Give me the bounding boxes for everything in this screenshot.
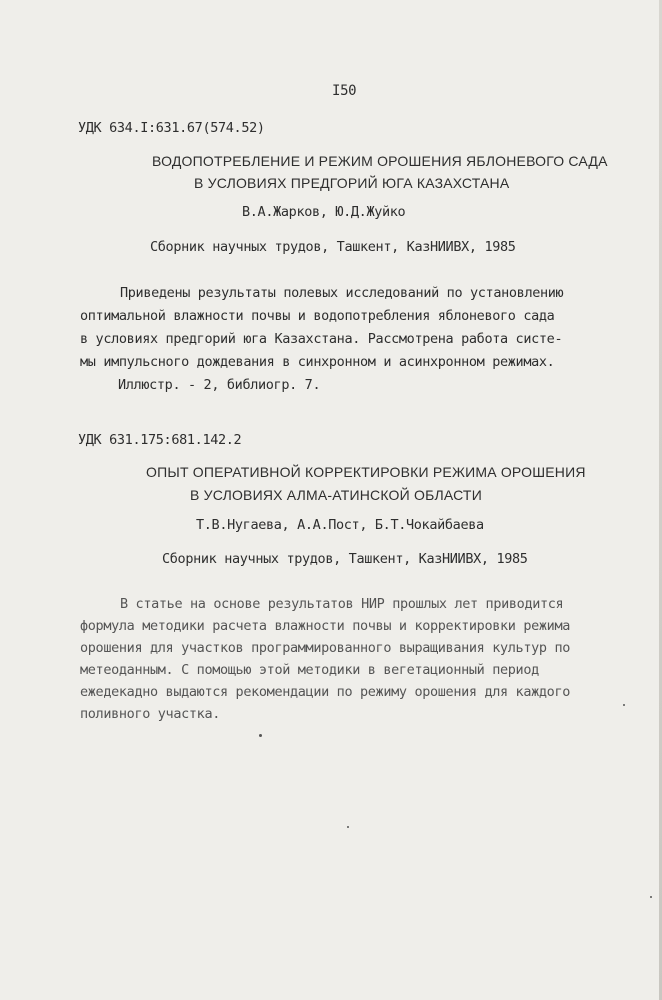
article2-abstract-line1: В статье на основе результатов НИР прошлых лет приводится (120, 596, 564, 612)
article1-abstract-line3: в условиях предгорий юга Казахстана. Рассмотрена работа систе- (80, 331, 563, 347)
article2-source: Сборник научных трудов, Ташкент, КазНИИВХ, 1985 (162, 551, 528, 567)
article2-udk: УДК 631.175:681.142.2 (78, 432, 242, 448)
scan-speck (259, 734, 262, 737)
article1-title-line2: В УСЛОВИЯХ ПРЕДГОРИЙ ЮГА КАЗАХСТАНА (194, 175, 510, 191)
article1-authors: В.А.Жарков, Ю.Д.Жуйко (242, 204, 406, 220)
article2-abstract-line6: поливного участка. (80, 706, 220, 722)
article2-abstract-line5: ежедекадно выдаются рекомендации по режиму орошения для каждого (80, 684, 570, 700)
article1-abstract-line5: Иллюстр. - 2, библиогр. 7. (118, 377, 321, 393)
scan-speck (347, 826, 349, 828)
scan-speck (623, 704, 625, 706)
article1-abstract-line4: мы импульсного дождевания в синхронном и асинхронном режимах. (80, 354, 555, 370)
article1-udk: УДК 634.I:631.67(574.52) (78, 120, 265, 136)
article2-title-line2: В УСЛОВИЯХ АЛМА-АТИНСКОЙ ОБЛАСТИ (190, 487, 482, 503)
article2-abstract-line3: орошения для участков программированного выращивания культур по (80, 640, 570, 656)
article1-source: Сборник научных трудов, Ташкент, КазНИИВХ, 1985 (150, 239, 516, 255)
article1-title-line1: ВОДОПОТРЕБЛЕНИЕ И РЕЖИМ ОРОШЕНИЯ ЯБЛОНЕВОГО САДА (152, 153, 608, 169)
page-number: I50 (332, 83, 357, 99)
scan-speck (650, 896, 652, 898)
article2-abstract-line2: формула методики расчета влажности почвы и корректировки режима (80, 618, 570, 634)
article1-abstract-line2: оптимальной влажности почвы и водопотребления яблоневого сада (80, 308, 555, 324)
article2-abstract-line4: метеоданным. С помощью этой методики в вегетационный период (80, 662, 539, 678)
article2-authors: Т.В.Нугаева, А.А.Пост, Б.Т.Чокайбаева (196, 517, 484, 533)
article1-abstract-line1: Приведены результаты полевых исследований по установлению (120, 285, 564, 301)
article2-title-line1: ОПЫТ ОПЕРАТИВНОЙ КОРРЕКТИРОВКИ РЕЖИМА ОРОШЕНИЯ (146, 464, 586, 480)
